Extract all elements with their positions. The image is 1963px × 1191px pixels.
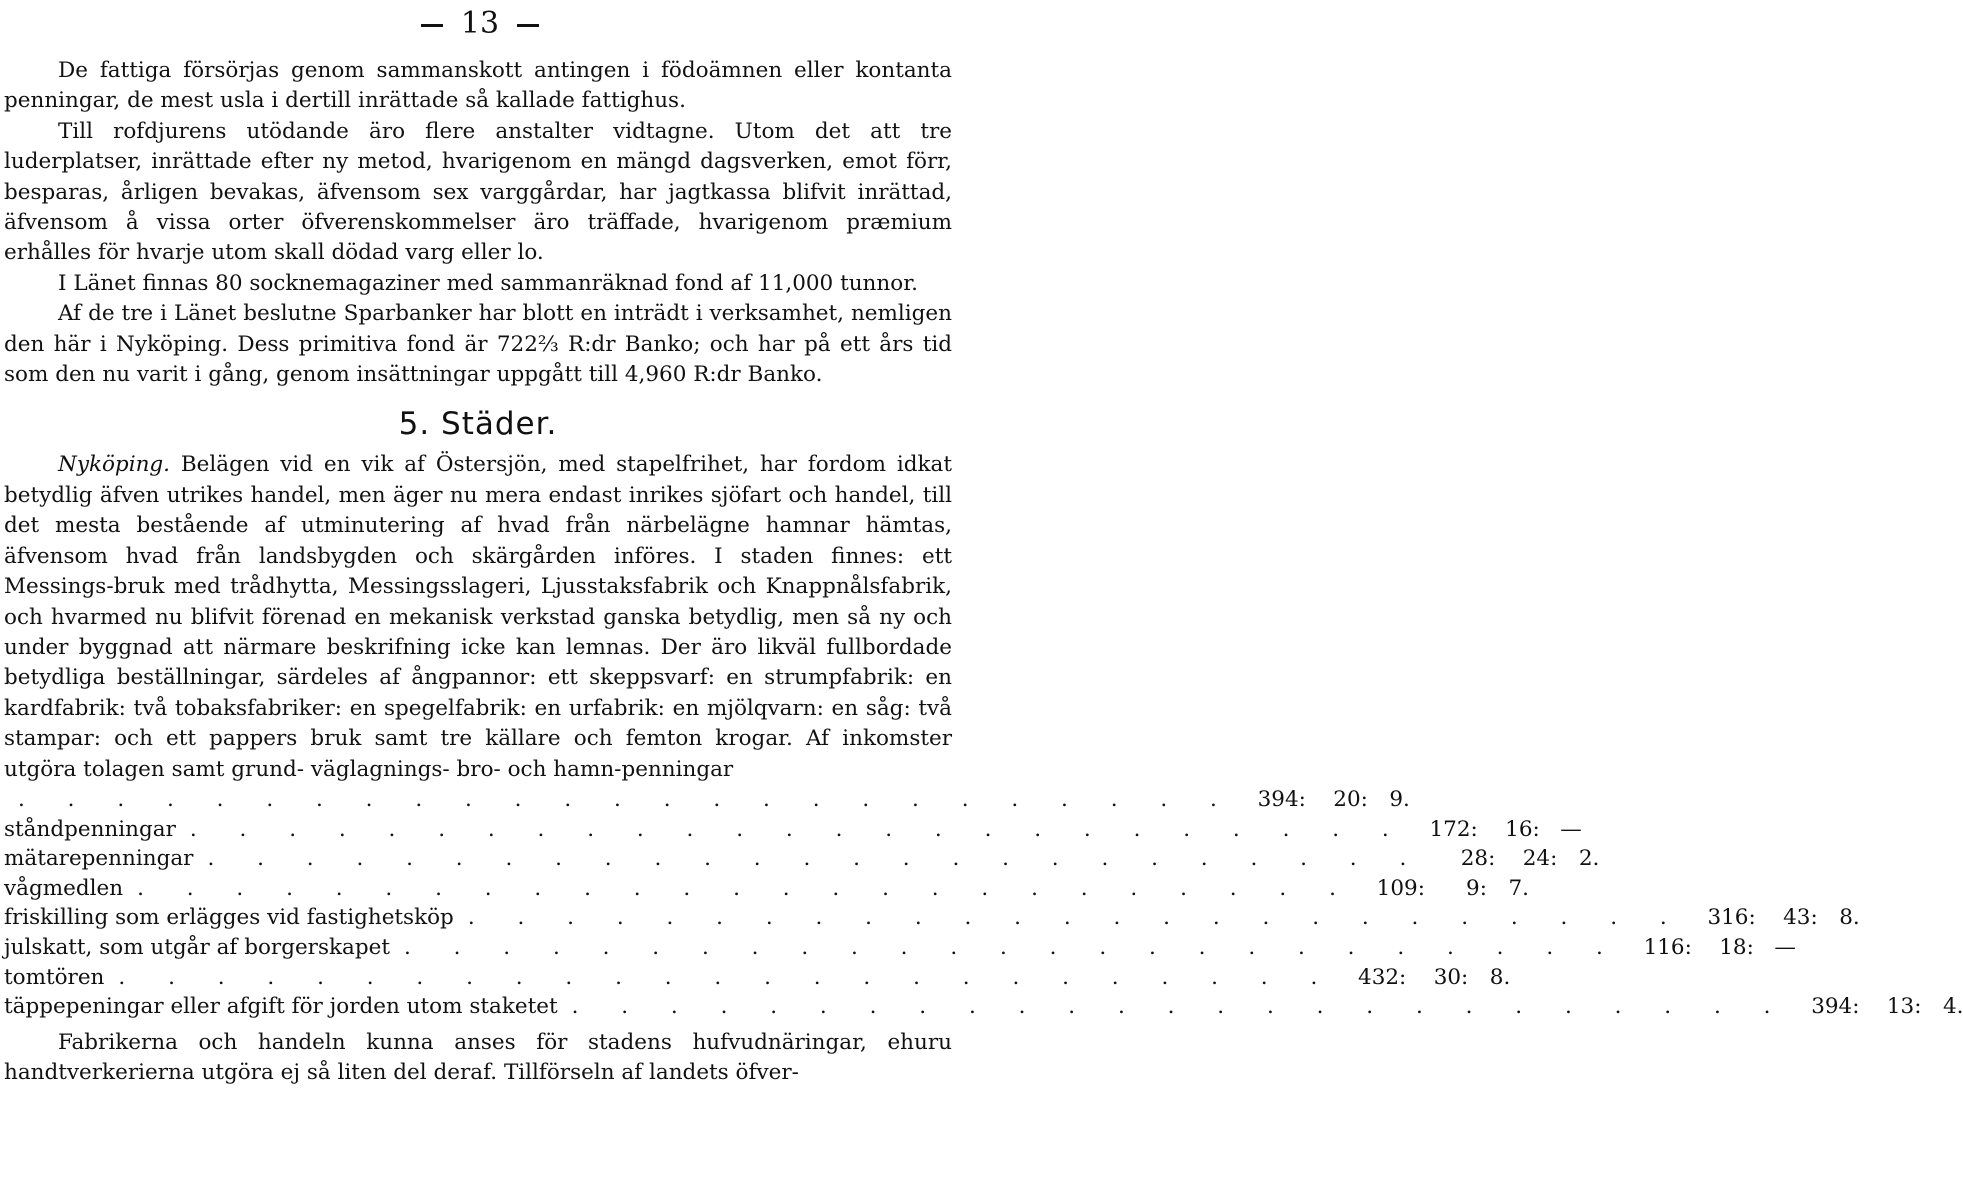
ledger-row	[4, 933, 1796, 963]
page-number: 13	[460, 6, 500, 41]
ledger-value-skilling: 20:	[1333, 786, 1368, 812]
ledger-value-runstycken: 4.	[1942, 994, 1963, 1020]
ledger-values	[1685, 903, 1860, 933]
ledger-value-runstycken: 2.	[1578, 846, 1600, 872]
ledger-value-runstycken: 9.	[1389, 786, 1410, 812]
paragraph-magazines: I Länet finnas 80 socknemagaziner med sammanräknad fond af 11,000 tunnor.	[58, 270, 918, 296]
ledger-value-skilling: 9:	[1466, 875, 1487, 901]
ledger-value-runstycken: 8.	[1839, 905, 1860, 931]
ledger-value-skilling: 16:	[1505, 816, 1540, 842]
ledger-value-skilling: 18:	[1719, 934, 1754, 960]
paragraph-predators: Till rofdjurens utödande äro flere anstalter vidtagne. Utom det att tre luderplatser, inrättade efter ny metod, hvarigenom en mängd dagsverken, emot förr, besparas, årligen bevakas, äfvensom sex varggårdar, har jagtkassa blifvit inrättad, äfvensom å vissa orter öfverenskommelser äro träffade, hvarigenom præmium erhålles för hvarje utom skall dödad varg eller lo.	[4, 118, 952, 266]
header-dash-right	[517, 24, 539, 27]
ledger-dots: . . . . . . . . . . . . . . . . . . . . . . . . .	[118, 964, 1336, 990]
ledger-values	[1335, 963, 1510, 993]
ledger-values	[1354, 874, 1529, 904]
ledger-row	[4, 874, 1529, 904]
ledger-value-skilling: 43:	[1783, 905, 1818, 931]
ledger-dots: . . . . . . . . . . . . . . . . . . . . . . . . .	[18, 786, 1235, 812]
ledger-label: mätarepenningar	[4, 846, 194, 872]
ledger-row	[4, 992, 1963, 1022]
paragraph-savings-banks: Af de tre i Länet beslutne Sparbanker har blott en inträdt i verksamhet, nemligen den här i Nyköping. Dess primitiva fond är 722⅔ R:dr Banko; och har på ett års tid som den nu varit i gång, genom insättningar uppgått till 4,960 R:dr Banko.	[4, 301, 952, 388]
ledger-row	[4, 844, 1600, 874]
ledger-value-runstycken: —	[1560, 816, 1582, 842]
ledger-values	[1788, 992, 1963, 1022]
ledger-value-runstycken: 7.	[1508, 875, 1529, 901]
ledger-label: vågmedlen	[4, 875, 124, 901]
ledger-label: tomtören	[4, 964, 105, 990]
ledger-label: friskilling som erlägges vid fastighetsköp	[4, 905, 454, 931]
ledger-dots: . . . . . . . . . . . . . . . . . . . . . . . . .	[571, 994, 1789, 1020]
ledger-value-riksdaler: 316:	[1707, 905, 1756, 931]
page-body	[4, 56, 1963, 1089]
ledger-label: täppepeningar eller afgift för jorden utom staketet	[4, 994, 558, 1020]
ledger-values	[1424, 844, 1599, 874]
ledger-dots: . . . . . . . . . . . . . . . . . . . . . . . . .	[137, 875, 1354, 901]
paragraph-poor-relief: De fattiga försörjas genom sammanskott antingen i födoämnen eller kontanta penningar, de mest usla i dertill inrättade så kallade fattighus.	[4, 58, 952, 114]
ledger-values	[1407, 815, 1582, 845]
income-ledger	[4, 785, 1963, 1022]
header-dash-left	[421, 24, 443, 27]
ledger-value-riksdaler: 394:	[1257, 786, 1306, 812]
ledger-label: ståndpenningar	[4, 816, 176, 842]
ledger-values	[1621, 933, 1796, 963]
ledger-row	[4, 903, 1860, 933]
ledger-value-riksdaler: 394:	[1811, 994, 1860, 1020]
paragraph-nykoping	[4, 450, 952, 784]
page-header	[0, 6, 960, 42]
ledger-value-riksdaler: 172:	[1429, 816, 1478, 842]
ledger-label: julskatt, som utgår af borgerskapet	[4, 934, 390, 960]
ledger-value-skilling: 24:	[1522, 846, 1558, 872]
ledger-value-riksdaler: 116:	[1643, 934, 1692, 960]
ledger-value-riksdaler: 28:	[1460, 846, 1496, 872]
ledger-dots: . . . . . . . . . . . . . . . . . . . . . . . . .	[207, 846, 1425, 872]
paragraph-nykoping-text: Belägen vid en vik af Östersjön, med stapelfrihet, har fordom idkat betydlig äfven utrikes handel, men äger nu mera endast inrikes sjöfart och handel, till det mesta bestående af utminutering af hvad från närbelägne hamnar hämtas, äfvensom hvad från landsbygden och skärgården införes. I staden finnes: ett Messings-bruk med trådhytta, Messingsslageri, Ljusstaksfabrik och Knappnålsfabrik, och hvarmed nu blifvit förenad en mekanisk verkstad ganska betydlig, men så ny och under byggnad att närmare beskrifning icke kan lemnas. Der äro likväl fullbordade betydliga beställningar, särdeles af ångpannor: ett skeppsvarf: en strumpfabrik: en kardfabrik: två tobaksfabriker: en spegelfabrik: en urfabrik: en mjölqvarn: en såg: två stampar: och ett pappers bruk samt tre källare och femton krogar. Af inkomster utgöra tolagen samt grund- väglagnings- bro- och hamn-penningar	[4, 452, 952, 782]
ledger-value-riksdaler: 432:	[1358, 964, 1407, 990]
ledger-dots: . . . . . . . . . . . . . . . . . . . . . . . . .	[189, 816, 1407, 842]
ledger-row	[4, 963, 1511, 993]
ledger-value-riksdaler: 109:	[1376, 875, 1425, 901]
ledger-values	[1235, 785, 1410, 815]
ledger-dots: . . . . . . . . . . . . . . . . . . . . . . . . .	[403, 934, 1621, 960]
paragraph-industries: Fabrikerna och handeln kunna anses för stadens hufvudnäringar, ehuru handtverkerierna utgöra ej så liten del deraf. Tillförseln af landets öfver-	[4, 1029, 952, 1086]
ledger-value-runstycken: —	[1774, 934, 1796, 960]
place-name: Nyköping.	[58, 452, 171, 478]
section-heading: 5. Städer.	[398, 406, 558, 443]
ledger-value-skilling: 30:	[1433, 964, 1469, 990]
ledger-row	[4, 815, 1582, 845]
ledger-value-runstycken: 8.	[1489, 964, 1511, 990]
ledger-dots: . . . . . . . . . . . . . . . . . . . . . . . . .	[467, 905, 1685, 931]
ledger-row	[4, 785, 1410, 815]
ledger-value-skilling: 13:	[1886, 994, 1922, 1020]
